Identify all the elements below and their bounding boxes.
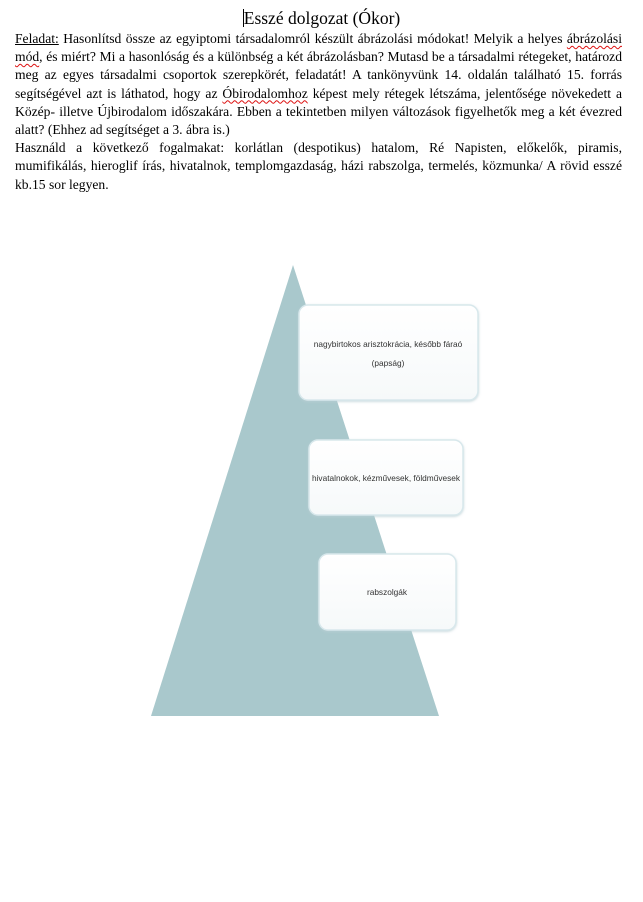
pyramid-box-1-line1: nagybirtokos arisztokrácia, később fáraó xyxy=(313,339,463,349)
concepts-paragraph: Használd a következő fogalmakat: korlátlan (despotikus) hatalom, Ré Napisten, előkelők, piramis, mumifikálás, hieroglif írás, hivatalnok, templomgazdaság, házi rabszolga, termelés, közmunka/ A rövid esszé kb.15 sor legyen. xyxy=(15,140,622,192)
spellcheck-word-2: Óbirodalomhoz xyxy=(222,85,308,101)
task-label: Feladat: xyxy=(15,31,59,46)
pyramid-box-3 xyxy=(319,554,456,630)
pyramid-box-3-line1: rabszolgák xyxy=(366,587,408,597)
pyramid-box-1-line2: (papság) xyxy=(371,358,405,368)
spellcheck-word-1: ábrázolási mód xyxy=(15,31,622,65)
pyramid-box-1 xyxy=(299,305,478,400)
task-text-3: képest mely rétegek létszáma, jelentősége növekedett a Közép- illetve Újbirodalom időszakára. Ebben a tekintetben milyen változások figyelhetők meg a két évezred alatt? (Ehhez ad segítséget a 3. ábra is.) xyxy=(15,85,622,138)
pyramid-box-2 xyxy=(309,440,463,515)
pyramid-box-2-line1: hivatalnokok, kézművesek, földművesek xyxy=(311,473,461,483)
task-text-1: Hasonlítsd össze az egyiptomi társadalomról készült ábrázolási módokat! Melyik a helyes xyxy=(58,31,567,46)
task-text-2: , és miért? Mi a hasonlóság és a különbség a két ábrázolásban? Mutasd be a társadalmi rétegeket, határozd meg az egyes társadalmi csoportok szerepkörét, feladatát! A tankönyvünk 14. oldalán található 15. forrás segítségével azt is láthatod, hogy az xyxy=(15,49,622,101)
document-title-text: Esszé dolgozat (Ókor) xyxy=(243,8,401,28)
